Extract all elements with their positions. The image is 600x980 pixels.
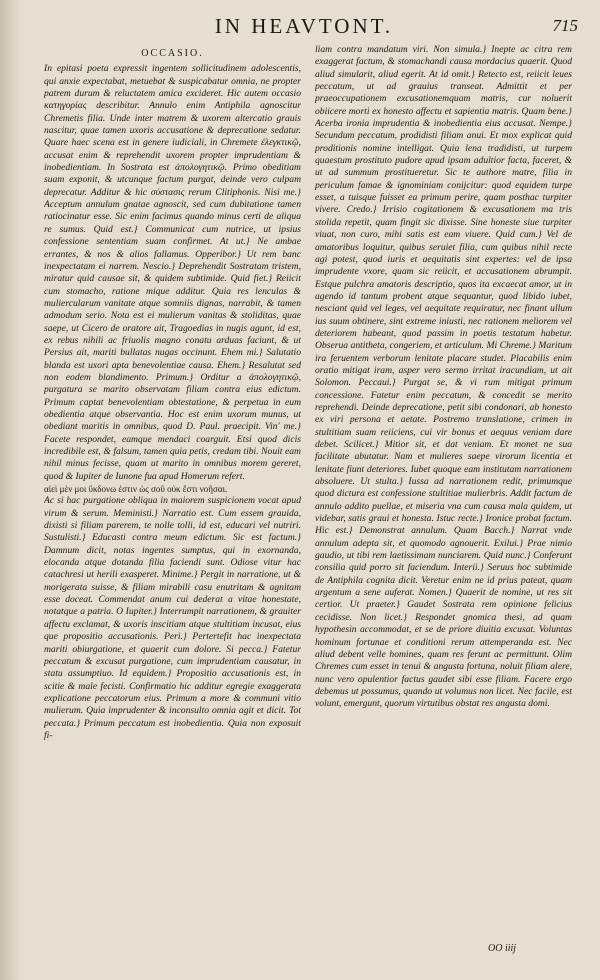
greek-quote: αἰεὶ μὲν μοι ὕκδονω ἐστιν ὡς σοῦ οὐκ ἔστι νοῆσαι.: [44, 484, 228, 495]
left-column-text-continued: Ac si hac purgatione obliqua in maiorem suspicionem vocat apud virum & serum. Meministi.} Narratio est. Cum essem grauida, dixisti si filiam parerem, te nolle tolli, id est, educari vel nutriri. Sustulisti.} Educasti contra meum edictum. Sic est factum.} Damnum dicit, notas ingentes sumptus, qui in exornanda, elocanda atque dotanda filia faciendi sunt. Odiose vitur hac catachresi ut herili exasperet. Minime.} Pergit in narratione, ut & morigerata suisse, & filiam mirabili casu enutritam & agnitam esse doceat. Commendat anum cui dederat a vitae honestate, notatque a patria. O Iupiter.} Interrumpit narrationem, & grauiter affectu exclamat, & uxoris inscitiam atque stultitiam incusat, eius que propositio accusationis. Peri.} Pertertefit hac inexpectata mariti obiurgatione, et quaerit cum dolore. Si pecca.} Fatetur peccatum & excusat purgatione, cum imprudentiam causatur, in statu assumptiuo. Id equidem.} Propositio accusationis est, in scitie & male fecisti. Confirmatio hic additur egregie exaggerata explicatione peccatorum eius. Primum a more & communi vitio mulierum. Quia imprudenter & inconsulto omnia agit et dicit. Tot peccata.} Primum peccatum est inobedientia. Quia non exposuit fi-: [44, 495, 301, 741]
page-header: [30, 14, 578, 42]
running-title: IN HEAVTONT.: [214, 14, 394, 38]
gutter-shadow: [0, 0, 22, 980]
right-column-text: liam contra mandatum viri. Non simula.} Inepte ac citra rem exaggerat factum, & stomachandi causa mordacius quaerit. Quod aliud simularit, aliud egerit. At id omit.} Retecto est, reiicit leues peccatum, ut ad grauius transeat. Admittit et per praeoccupationem excusationemquam matris, cur noluerit obiicere morti ex honesto affectu et sapientia matris. Quam bene.} Acerba ironia imprudentia & inobedientia eius accusat. Nempe.} Secundum peccatum, prodidisti filiam anui. Et mox explicat quid proditionis nomine intelligat. Quia lena tradidisti, ut turpem quaestum prostituto pudore apud ipsam adultior facta, faceret, & ut ad summum prostitueretur. Sic te authore matre, filia in periculum famae & ignominiam conijcitur: quod equidem turpe esset, a tuisque fuisset ea primum perire, quam posthac turpiter vivere. Credo.} Irrisio cogitationem & excusationem ma tris stolida repetit, quam fingit sic dixisse. Sine honeste siue turpiter viuat, non curo, mihi satis est eam viuere. Quid cum.} Vel de amatoribus loquitur, quibus seruiet filia, cum quibus nihil recte agi potest, quod iuris et aequitatis sint expertes: vel de ipsa imprudente vxore, quam sic reiicit, et accusationem abrumpit. Estque pulchra amatoris descriptio, quos ita excaecat amor, ut in agendo id tantum probent atque sequantur, quod libido iubet, nesciant quid vel leges, vel aequitate requiratur, nec finant ullum ius suum obtinere, sint extreme iniusti, nec rationem meliorem vel deteriorem habeant, quod passim in poetis testatum habetur. Obserua antitheta, congeriem, et articulum. Mi Chreme.} Maritum ira feruentem verborum lenitate placare studet. Placabilis enim oratio mitigat iram, asper vero sermo irritat iracundiam, ut ait Solomon. Peccaui.} Purgat se, & vi rum mitigat primum concessione. Fatetur enim peccatum, & concedit se merito reprehendi. Deinde deprecatione, petit sibi condonari, ab honesto ex viri persona et aetate. Postremo translatione, crimen in stultitiam suam reiiciens, cui vir bonus et aequus veniam dare debet. Scilicet.} Mitior sit, et dat veniam. Et monet ne sua facilitate abutatur. Nam et mulieres saepe virorum licentia et lenitate fiunt deteriores. Iubet quoque eam institutam narrationem absoluere. Ut stulta.} Iussa ad narrationem redit, primumque quod dictura est confessione stultitiae mulierbris. Addit factum de annulo addito puellae, et miseria vna cum causa mala quidem, ut videbar, satis graui et honesta. Istuc recte.} Ironice probat factum. Hic est.} Demonstrat annulum. Quam Bacch.} Narrat vnde annulum adepta sit, et quomodo agnouerit. Exilui.} Prae nimio gaudio, ut tibi rem laetissimam nunciarem. Quid nunc.} Conferunt consilia quid porro sit faciendum. Interii.} Seruus hoc subtimide de Antiphila cognita dicit. Veretur enim ne id prius pateat, quam argentum a sene auferat. Nomen.} Quaerit de nomine, ut res sit certior. Ut praeter.} Gaudet Sostrata rem opinione felicius cecidisse. Non licet.} Respondet gnomica thesi, ad quam hypothesin accommodat, et se de priore diuitia excusat. Voluntas hominum fortunae et conditioni rerum attemperanda est. Nec aliud debent velle homines, quam res ferunt ac permittunt. Olim Chremes cum esset in tenui & angusta fortuna, noluit filiam alere, nunc vero opulentior factus gaudet sibi esse filiam. Facere ergo debemus ut possumus, quando ut volumus non licet. Nec facile, est volunt, emergunt, quorum virtutibus obstat res angusta domi.: [315, 44, 572, 710]
right-column: [315, 44, 572, 949]
section-heading: OCCASIO.: [141, 48, 204, 59]
left-column-text: In epitasi poeta expressit ingentem sollicitudinem adolescentis, qui anxie expectabat, metuebat & suspicabatur omnia, ne propter patrem durum & reluctatem amica excideret. Hic autem occasio κατηγορίας describitur. Annulo enim Antiphila agnoscitur Chremetis filia. Unde inter matrem & uxorem altercatio grauis nascitur, quae tamen uxoris accusatione & deprecatione sedatur. Quare haec scena est in genere iudiciali, in Chremete ἐλεγκτικῷ, accusat enim & reprehendit uxorem propter imprudentiam & inobedientiam. In Sostrata est ἀπολογητικῷ. Primo obeditiam suam exponit, & utcunque factum purgat, deinde vero culpam deprecatur. Additur & hic σύστασις rerum Clitiphonis. Nisi me.} Acceptum annulum gnatae agnoscit, sed cum dubitatione tamen ratiocinatur esse. Sic enim facimus quando minus certi de aliqua re sumus. Quid est.} Communicat cum nutrice, ut ipsius confessione sententiam suam confirmet. At ut.} Ne ambae errantes, & nos & alios fallamus. Opperibor.} Ut rem banc inexpectatam ei narrem. Nescio.} Deprehendit Sostratam tristem, miratur quid causae sit, & quidem subtimide. Quid fiet.} Reiicit cum stomacho, ratione mique additur. Quia res lenculas & muliercularum vanitate atque somniis dignas, narrabit, & tamen admodum serio. Nota est ei mulierum vanitas & stoliditas, quae saepe, ut Cicero de oratore ait, Tragoedias in nugis agunt, id est, ex rebus nihili ac friuolis magno conatu arduas faciunt, & ut Persius ait, mariti bullatas nugas occinunt. Ehem mi.} Salutatio blanda est uxori apta benevolentiae causa. Ehem.} Resalutat sed non eodem blandimento. Primum.} Orditur a ἀπολογητικῷ, purgatura se marito observatam filiam contra eius edictum. Primum captat benevolentiam obtestatione, & perpetua in eum obedientia atque observantia. Hoc est enim uxorum munus, ut obediant maritis in omnibus, quod D. Paul. praecipit. Vin' me.} Facete respondet, eamque mendaci coarguit. Etsi quod dicis incredibile est, & falsum, tamen quia petis, credam tibi. Nouit eam nihil minus fecisse, quam ut marito in omnibus morem gereret, quod & Iupiter de Iunone fua apud Homerum refert.: [44, 63, 301, 482]
left-column: [44, 44, 301, 949]
page-number: 715: [552, 16, 578, 35]
signature-mark: OO iiij: [488, 943, 517, 954]
